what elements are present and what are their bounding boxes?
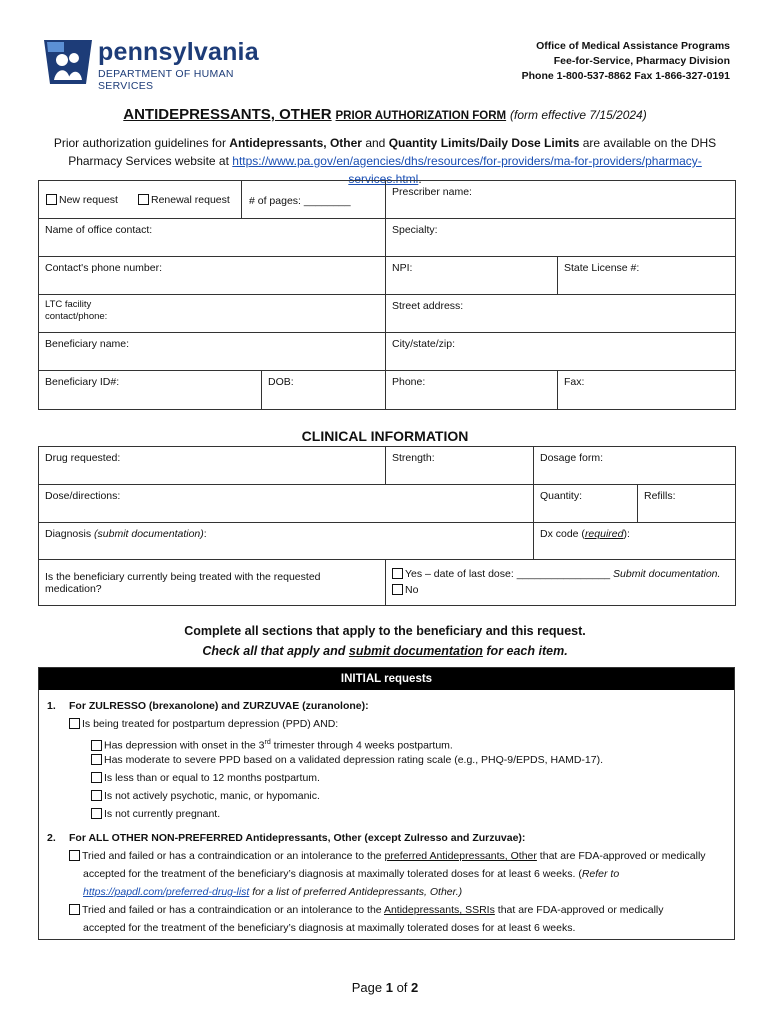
checkbox-icon[interactable]	[69, 850, 80, 861]
checklist-item[interactable]	[69, 848, 706, 866]
intro-text: .	[418, 172, 422, 186]
no-option[interactable]	[392, 582, 729, 598]
checklist-item[interactable]	[91, 788, 320, 806]
form-title-main: ANTIDEPRESSANTS, OTHER	[123, 106, 332, 123]
npi-field[interactable]: NPI:	[386, 257, 558, 295]
initial-requests-bar: INITIAL requests	[39, 668, 734, 690]
section-heading: For ALL OTHER NON-PREFERRED Antidepressants, Other (except Zulresso and Zurzuvae):	[69, 832, 526, 844]
dx-code-field[interactable]	[534, 523, 736, 560]
ltc-facility-field[interactable]	[39, 295, 386, 333]
request-type-cell	[39, 181, 386, 219]
renewal-request-label: Renewal request	[151, 194, 230, 206]
intro-text: Prior authorization guidelines for	[53, 136, 230, 150]
prescriber-name-field[interactable]: Prescriber name:	[386, 181, 736, 219]
initial-requests-section	[38, 667, 735, 940]
checklist-label: Is not actively psychotic, manic, or hypomanic.	[104, 790, 320, 802]
specialty-field[interactable]: Specialty:	[386, 219, 736, 257]
checkbox-icon[interactable]	[138, 194, 149, 205]
checklist-item[interactable]	[69, 902, 664, 920]
drug-requested-field[interactable]: Drug requested:	[39, 447, 386, 485]
section-number: 1.	[47, 700, 56, 712]
checkbox-icon[interactable]	[392, 568, 403, 579]
new-request-label: New request	[59, 194, 118, 206]
currently-treated-question: Is the beneficiary currently being treated with the requested medication?	[39, 560, 386, 606]
request-table	[38, 180, 736, 410]
beneficiary-name-field[interactable]: Beneficiary name:	[39, 333, 386, 371]
checklist-item[interactable]	[91, 770, 320, 788]
checklist-label: Has moderate to severe PPD based on a validated depression rating scale (e.g., PHQ-9/EPDS, HAMD-17).	[104, 754, 603, 766]
diagnosis-field[interactable]	[39, 523, 534, 560]
checklist-label: Is being treated for postpartum depression (PPD) AND:	[82, 718, 339, 730]
state-license-field[interactable]: State License #:	[558, 257, 736, 295]
instructions-line: Complete all sections that apply to the beneficiary and this request.	[184, 624, 586, 638]
instructions-underlined: submit documentation	[348, 644, 483, 658]
diagnosis-label: Diagnosis	[45, 528, 95, 540]
ltc-label: contact/phone:	[45, 311, 108, 322]
form-effective-date: (form effective 7/15/2024)	[509, 108, 647, 122]
yes-option[interactable]	[392, 566, 729, 582]
dob-field[interactable]: DOB:	[268, 376, 294, 388]
street-address-field[interactable]: Street address:	[386, 295, 736, 333]
quantity-field[interactable]: Quantity:	[534, 485, 638, 523]
office-line: Phone 1-800-537-8862 Fax 1-866-327-0191	[521, 70, 730, 82]
office-line: Fee-for-Service, Pharmacy Division	[553, 55, 730, 67]
checklist-label: accepted for the treatment of the beneficiary’s diagnosis at maximally tolerated doses for at least 6 weeks.	[83, 922, 576, 934]
yes-label: Yes – date of last dose: ________________	[405, 568, 614, 580]
checkbox-icon[interactable]	[91, 808, 102, 819]
checklist-label: trimester through 4 weeks postpartum.	[270, 739, 453, 752]
diagnosis-note: (submit documentation)	[94, 528, 204, 540]
checklist-label: accepted for the treatment of the beneficiary’s diagnosis at maximally tolerated doses for at least 6 weeks. (	[83, 868, 582, 880]
form-title	[0, 106, 770, 123]
checkbox-icon[interactable]	[91, 790, 102, 801]
instructions-text: for each item.	[482, 644, 568, 658]
intro-bold: Antidepressants, Other	[229, 136, 362, 150]
checklist-label: that are FDA-approved or medically	[494, 904, 664, 916]
checklist-continuation	[83, 884, 462, 902]
office-info	[522, 39, 730, 84]
dx-label: Dx code (	[540, 528, 585, 540]
section-heading: For ZULRESSO (brexanolone) and ZURZUVAE (zuranolone):	[69, 700, 369, 712]
checklist-label: for a list of preferred Antidepressants, Other.)	[249, 886, 463, 898]
checkbox-icon[interactable]	[69, 904, 80, 915]
checkbox-icon[interactable]	[91, 740, 102, 751]
checkbox-icon[interactable]	[91, 772, 102, 783]
instructions-text: Check all that apply and	[202, 644, 349, 658]
checklist-underlined: Antidepressants, SSRIs	[383, 904, 495, 916]
submit-documentation-note: Submit documentation.	[613, 568, 721, 580]
section-number: 2.	[47, 832, 56, 844]
pages-field[interactable]: # of pages: ________	[249, 195, 351, 207]
office-line: Office of Medical Assistance Programs	[536, 40, 730, 52]
checklist-label: Has depression with onset in the 3	[104, 739, 265, 752]
dx-end: ):	[623, 528, 630, 540]
section-2	[47, 830, 727, 938]
checklist-label: Is not currently pregnant.	[104, 808, 221, 820]
clinical-information-heading: CLINICAL INFORMATION	[301, 428, 469, 444]
clinical-table	[38, 446, 736, 606]
new-request-option[interactable]	[46, 194, 118, 206]
dhs-logo	[40, 36, 280, 92]
keystone-logo-icon	[40, 36, 96, 86]
intro-text: and	[361, 136, 389, 150]
dose-directions-field[interactable]: Dose/directions:	[39, 485, 534, 523]
dx-required: required	[584, 528, 624, 540]
preferred-drug-list-link[interactable]: https://papdl.com/preferred-drug-list	[83, 886, 250, 898]
currently-treated-answer	[386, 560, 736, 606]
instructions	[0, 621, 770, 661]
instructions-line	[0, 641, 770, 661]
checklist-label: Is less than or equal to 12 months postpartum.	[104, 772, 320, 784]
refills-field[interactable]: Refills:	[638, 485, 736, 523]
ltc-label: LTC facility	[45, 299, 92, 310]
checklist-label: Tried and failed or has a contraindication or an intolerance to the	[82, 850, 385, 862]
beneficiary-id-dob-cell	[39, 371, 386, 410]
checkbox-icon[interactable]	[392, 584, 403, 595]
fax-field[interactable]: Fax:	[558, 371, 736, 410]
checkbox-icon[interactable]	[91, 754, 102, 765]
intro-text: are available on the DHS Pharmacy Services website at	[68, 136, 717, 168]
checklist-continuation	[83, 920, 575, 938]
checklist-item[interactable]	[91, 806, 220, 824]
superscript: rd	[264, 739, 271, 746]
checkbox-icon[interactable]	[46, 194, 57, 205]
beneficiary-id-field[interactable]: Beneficiary ID#:	[45, 376, 120, 388]
logo-department: DEPARTMENT OF HUMAN SERVICES	[98, 68, 234, 92]
checklist-label: Tried and failed or has a contraindication or an intolerance to the	[82, 904, 384, 916]
page-total: 2	[411, 980, 419, 995]
page-label: Page	[351, 980, 386, 995]
pharmacy-services-link[interactable]: https://www.pa.gov/en/agencies/dhs/resources/for-providers/ma-for-providers/pharmacy-services.html	[232, 154, 702, 186]
checklist-label: that are FDA-approved or medically	[536, 850, 706, 862]
page-of: of	[392, 980, 412, 995]
refer-to-text: Refer to	[581, 868, 620, 880]
checkbox-icon[interactable]	[69, 718, 80, 729]
city-state-zip-field[interactable]: City/state/zip:	[386, 333, 736, 371]
renewal-request-option[interactable]	[138, 194, 230, 206]
strength-field[interactable]: Strength:	[386, 447, 534, 485]
checklist-item[interactable]	[91, 752, 603, 770]
contact-phone-field[interactable]: Contact's phone number:	[39, 257, 386, 295]
phone-field[interactable]: Phone:	[386, 371, 558, 410]
office-contact-field[interactable]: Name of office contact:	[39, 219, 386, 257]
page-number: 1	[385, 980, 393, 995]
no-label: No	[405, 584, 419, 596]
checklist-underlined: preferred Antidepressants, Other	[384, 850, 537, 862]
logo-wordmark: pennsylvania	[98, 38, 259, 66]
page-footer	[0, 980, 770, 995]
checklist-continuation	[83, 866, 619, 884]
diagnosis-colon: :	[203, 528, 207, 540]
form-title-pa: PRIOR AUTHORIZATION FORM	[335, 110, 507, 122]
section-1	[47, 698, 727, 828]
dosage-form-field[interactable]: Dosage form:	[534, 447, 736, 485]
intro-bold: Quantity Limits/Daily Dose Limits	[388, 136, 580, 150]
checklist-item[interactable]	[69, 716, 338, 734]
